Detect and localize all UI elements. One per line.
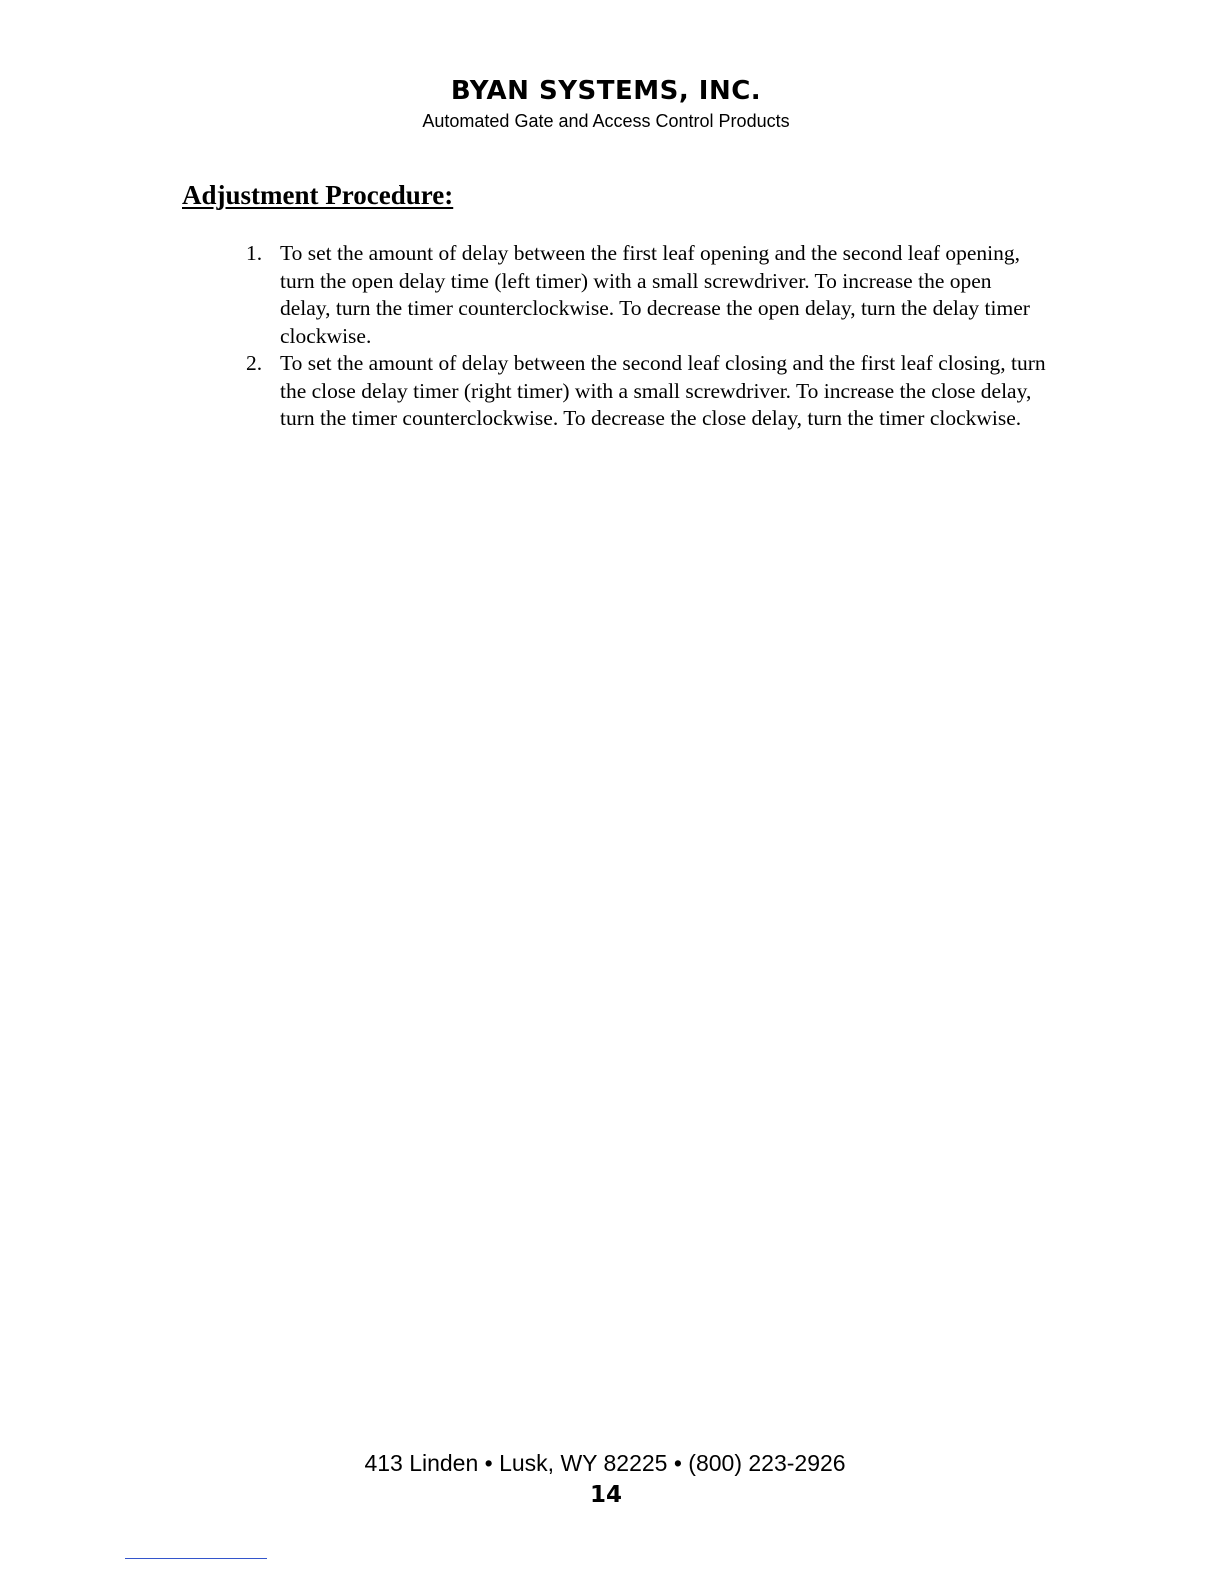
company-name: BYAN SYSTEMS, INC.	[450, 76, 762, 106]
procedure-steps-list	[246, 240, 1046, 433]
section-heading: Adjustment Procedure:	[182, 180, 454, 210]
step-number: 2.	[246, 351, 263, 375]
company-tagline: Automated Gate and Access Control Products	[422, 111, 790, 131]
step-text: To set the amount of delay between the first leaf opening and the second leaf opening, turn the open delay time (left timer) with a small screwdriver. To increase the open delay, turn the timer counterclockwise. To decrease the open delay, turn the delay timer clockwise.	[280, 241, 1030, 348]
page-number: 14	[589, 1482, 622, 1508]
step-number: 1.	[246, 241, 263, 265]
procedure-step	[246, 240, 1046, 350]
footer-address: 413 Linden • Lusk, WY 82225 • (800) 223-2926	[364, 1450, 846, 1476]
step-text: To set the amount of delay between the second leaf closing and the first leaf closing, turn the close delay timer (right timer) with a small screwdriver. To increase the close delay, turn the timer counterclockwise. To decrease the close delay, turn the timer clockwise.	[280, 351, 1046, 430]
procedure-step	[246, 350, 1046, 433]
footnote-separator-line	[125, 1558, 267, 1559]
